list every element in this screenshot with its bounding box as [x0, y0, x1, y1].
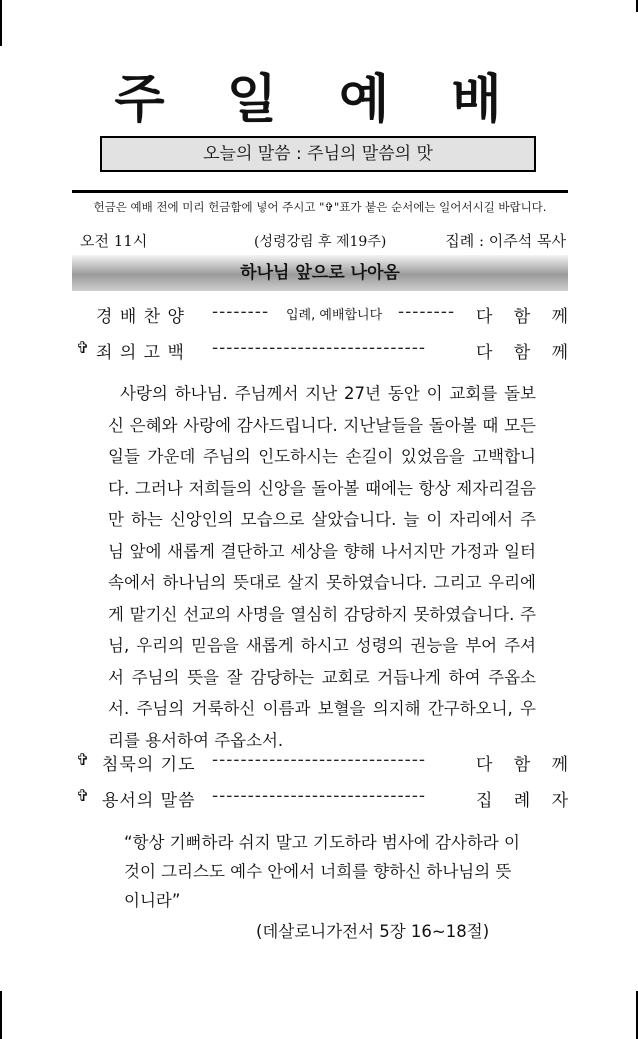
page-title: 주 일 예 배: [114, 70, 524, 130]
order-item-silent-prayer: [72, 750, 568, 776]
dash-leader: --------: [212, 302, 270, 322]
offering-notice: 헌금은 예배 전에 미리 헌금함에 넣어 주시고 "✞"표가 붙은 순서에는 일어서시길 바랍니다.: [93, 200, 547, 214]
order-participant: 다 함 께: [476, 755, 568, 775]
sermon-title-box: 오늘의 말씀 : 주님의 말씀의 맛: [100, 136, 536, 172]
order-note: 입례, 예배합니다: [286, 308, 383, 323]
order-label: 죄 의 고 백: [96, 343, 185, 363]
order-label: 침묵의 기도: [102, 755, 196, 775]
liturgical-season: (성령강림 후 제19주): [254, 234, 387, 250]
order-participant: 다 함 께: [476, 307, 568, 327]
standing-cross-icon: ✞: [76, 338, 90, 357]
order-participant: 집 례 자: [476, 791, 568, 811]
order-item-absolution: [72, 786, 568, 812]
dash-leader: --------: [398, 302, 456, 322]
dash-leader: ------------------------------: [212, 338, 427, 358]
service-info-row: [80, 230, 568, 254]
standing-cross-icon: ✞: [76, 750, 90, 769]
section-header: 하나님 앞으로 나아옴: [72, 255, 568, 291]
order-label: 경 배 찬 양: [96, 307, 185, 327]
order-label: 용서의 말씀: [102, 791, 196, 811]
crop-mark-bottom-left: [0, 991, 2, 1039]
order-item-praise: [72, 302, 568, 328]
presiding-minister: 집례 : 이주석 목사: [445, 232, 566, 250]
dash-leader: ------------------------------: [212, 786, 427, 806]
order-participant: 다 함 께: [476, 343, 568, 363]
scripture-reference: (데살로니가전서 5장 16~18절): [256, 922, 490, 941]
confession-prayer: 사랑의 하나님. 주님께서 지난 27년 동안 이 교회를 돌보신 은혜와 사랑에 감사드립니다. 지난날들을 돌아볼 때 모든 일들 가운데 주님의 인도하시는 손길이 있었음을 고백합니다. 그러나 저희들의 신앙을 돌아볼 때에는 항상 제자리걸음만 하는 신앙인의 모습으로 살았습니다. 늘 이 자리에서 주님 앞에 새롭게 결단하고 세상을 향해 나서지만 가정과 일터 속에서 하나님의 뜻대로 살지 못하였습니다. 그리고 우리에게 맡기신 선교의 사명을 열심히 감당하지 못하였습니다. 주님, 우리의 믿음을 새롭게 하시고 성령의 권능을 부어 주셔서 주님의 뜻을 잘 감당하는 교회로 거듭나게 하여 주옵소서. 주님의 거룩하신 이름과 보혈을 의지해 간구하오니, 우리를 용서하여 주옵소서.: [108, 384, 536, 750]
order-item-confession: [72, 338, 568, 364]
dash-leader: ------------------------------: [212, 750, 427, 770]
divider: [72, 190, 568, 193]
service-time: 오전 11시: [80, 232, 148, 250]
scripture-quote: “항상 기뻐하라 쉬지 말고 기도하라 범사에 감사하라 이것이 그리스도 예수 안에서 너희를 향하신 하나님의 뜻이니라”: [124, 833, 520, 910]
crop-mark-top-left: [0, 0, 2, 46]
standing-cross-icon: ✞: [76, 786, 90, 805]
